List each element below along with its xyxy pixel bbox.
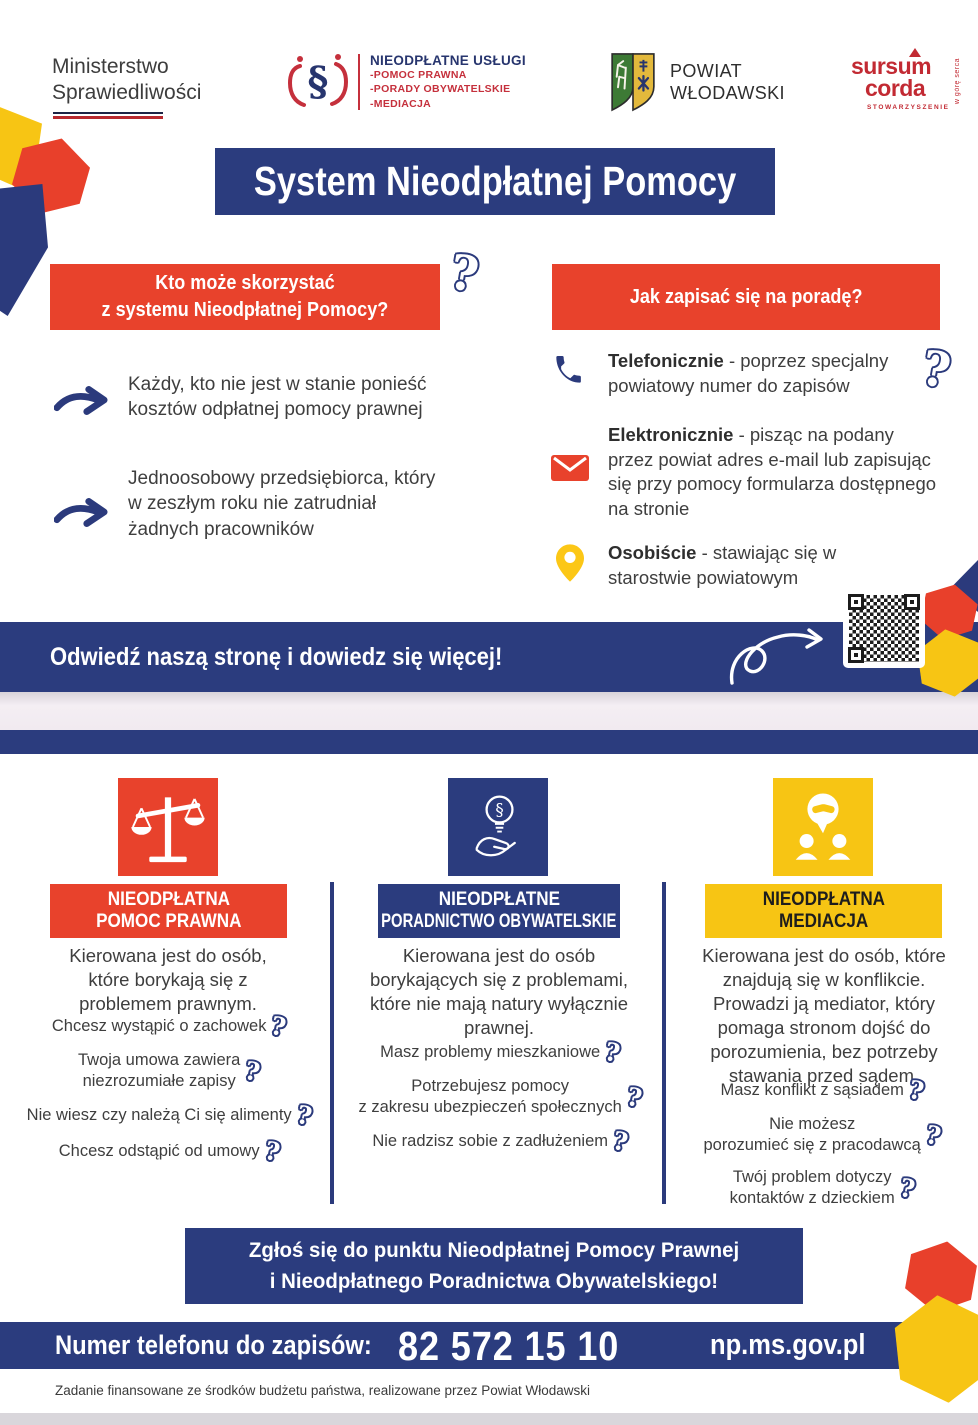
question-item: Potrzebujesz pomocy z zakresu ubezpieczeń społecznych ? [359, 1076, 642, 1118]
question-mark-icon [262, 1138, 282, 1166]
heart-caret-icon [909, 48, 921, 57]
free-services-logo [286, 50, 526, 114]
question-item: Chcesz odstąpić od umowy ? [59, 1139, 280, 1164]
method-rest: - stawiając się w starostwie powiatowym [608, 542, 837, 588]
column1-heading [50, 884, 287, 938]
who-heading-line2: z systemu Nieodpłatnej Pomocy? [101, 298, 389, 321]
envelope-icon [549, 452, 591, 484]
column3-heading-line1: NIEODPŁATNA [762, 888, 885, 910]
method-bold: Osobiście [608, 542, 697, 563]
ministry-logo [52, 54, 201, 105]
method-bold: Elektronicznie [608, 424, 734, 445]
phone-number: 82 572 15 10 [398, 1323, 620, 1369]
question-item: Twoja umowa zawiera niezrozumiałe zapisy ? [78, 1050, 260, 1092]
sursum-line1: sursum [851, 53, 932, 79]
arrow-right-icon [54, 496, 108, 528]
cta-box [185, 1228, 803, 1304]
question-mark-icon [897, 1175, 917, 1203]
who-item: Jednoosobowy przedsiębiorca, który w zeszłym roku nie zatrudniał żadnych pracowników [128, 468, 436, 540]
question-mark-icon [446, 248, 482, 300]
how-heading: Jak zapisać się na poradę? [629, 285, 863, 308]
question-item: Masz problemy mieszkaniowe ? [380, 1040, 620, 1065]
legal-aid-icon-tile [118, 778, 218, 876]
question-mark-icon [918, 344, 954, 396]
sursum-line2: corda [865, 74, 926, 101]
column-divider [662, 882, 666, 1204]
ministry-line1: Ministerstwo [52, 55, 169, 78]
column2-questions [352, 1040, 648, 1165]
method-telefonicznie [608, 349, 900, 398]
column2-heading-line1: NIEODPŁATNE [438, 888, 560, 910]
question-mark-icon [603, 1039, 623, 1067]
who-heading-line1: Kto może skorzystać [155, 271, 335, 295]
column2-heading-line2: PORADNICTWO OBYWATELSKIE [381, 911, 617, 932]
coat-of-arms-icon [610, 52, 656, 112]
ministry-underline [53, 112, 163, 119]
column3-description: Kierowana jest do osób, które znajdują się w konflikcie. Prowadzi ją mediator, który pomaga stronom dojść do porozumienia, bez potrzeby stawania przed sądem. [702, 945, 946, 1087]
question-item: Nie możesz porozumieć się z pracodawcą ? [703, 1114, 940, 1156]
column3-heading-line2: MEDIACJA [778, 911, 869, 932]
location-pin-icon [556, 544, 584, 582]
visit-banner [0, 622, 978, 692]
column3-questions [678, 1078, 966, 1220]
how-heading-box [552, 264, 940, 330]
method-osobiscie [608, 541, 908, 590]
question-item: Twój problem dotyczy kontaktów z dzieckiem ? [730, 1167, 915, 1209]
question-mark-icon [611, 1128, 631, 1156]
page-title: System Nieodpłatnej Pomocy [253, 158, 737, 204]
services-title: NIEODPŁATNE USŁUGI [370, 53, 526, 69]
who-heading-box [50, 264, 440, 330]
phone-banner [0, 1322, 978, 1369]
visit-banner-text: Odwiedź naszą stronę i dowiedz się więcej! [50, 642, 503, 671]
column2-description: Kierowana jest do osób borykających się z problemami, które nie mają natury wyłącznie prawnej. [369, 945, 629, 1039]
method-rest: - poprzez specjalny powiatowy numer do zapisów [608, 350, 889, 396]
question-mark-icon [624, 1083, 644, 1111]
qr-code [843, 589, 925, 668]
paragraph-book-icon [286, 50, 350, 114]
services-item: -PORADY OBYWATELSKIE [370, 83, 511, 96]
column1-description: Kierowana jest do osób, które borykają się z problemem prawnym. [69, 945, 267, 1015]
method-rest: - pisząc na podany przez powiat adres e-mail lub zapisując się przy pomocy formularza dostępnego na stronie [608, 424, 937, 519]
column1-questions [26, 1014, 305, 1175]
method-bold: Telefonicznie [608, 350, 724, 371]
column1-heading-line2: POMOC PRAWNA [95, 911, 242, 932]
question-mark-icon [269, 1013, 289, 1041]
bottom-edge-strip [0, 1413, 978, 1425]
cta-line2: i Nieodpłatnego Poradnictwa Obywatelskiego! [269, 1269, 719, 1293]
powiat-logo [610, 52, 785, 112]
curly-arrow-icon [726, 627, 830, 687]
mediation-people-icon [784, 787, 862, 867]
page2-top-bar [0, 730, 978, 754]
sursum-subtitle: STOWARZYSZENIE [867, 103, 950, 111]
column3-heading [705, 884, 942, 938]
counseling-icon-tile [448, 778, 548, 876]
question-mark-icon [294, 1102, 314, 1130]
question-mark-icon [906, 1077, 926, 1105]
powiat-line1: POWIAT [670, 60, 743, 81]
ministry-line2: Sprawiedliwości [52, 80, 202, 104]
method-elektronicznie [608, 423, 938, 521]
deco-blue-shape [0, 184, 48, 316]
idea-bulb-hand-icon [460, 787, 536, 867]
column-divider [330, 882, 334, 1204]
mediation-icon-tile [773, 778, 873, 876]
powiat-line2: WŁODAWSKI [670, 83, 785, 103]
website-url: np.ms.gov.pl [710, 1329, 866, 1361]
sursum-corda-logo [851, 53, 961, 111]
column2-heading [378, 884, 620, 938]
question-item: Chcesz wystąpić o zachowek ? [52, 1014, 286, 1039]
services-item: -POMOC PRAWNA [370, 69, 467, 82]
question-item: Nie wiesz czy należą Ci się alimenty ? [27, 1103, 312, 1128]
page-separator [0, 692, 978, 730]
svg-text:§: § [495, 799, 504, 820]
cta-line1: Zgłoś się do punktu Nieodpłatnej Pomocy Prawnej [248, 1237, 740, 1262]
phone-icon [551, 352, 583, 384]
question-item: Nie radzisz sobie z zadłużeniem ? [372, 1129, 627, 1154]
services-item: -MEDIACJA [370, 97, 432, 110]
main-title-banner [215, 148, 775, 215]
who-item: Każdy, kto nie jest w stanie ponieść kosztów odpłatnej pomocy prawnej [128, 374, 427, 421]
deco-yellow-hexagon [886, 1290, 978, 1408]
question-mark-icon [243, 1057, 263, 1085]
sursum-side-text: w górę serca [954, 58, 961, 105]
svg-text:§: § [307, 58, 329, 105]
scales-of-justice-icon [129, 787, 207, 867]
question-mark-icon [923, 1121, 943, 1149]
arrow-right-icon [54, 384, 108, 416]
phone-label: Numer telefonu do zapisów: [55, 1330, 372, 1360]
column1-heading-line1: NIEODPŁATNA [107, 888, 230, 910]
question-item: Masz konflikt z sąsiadem ? [720, 1078, 923, 1103]
logo-divider [358, 54, 360, 110]
funding-note: Zadanie finansowane ze środków budżetu państwa, realizowane przez Powiat Włodawski [55, 1383, 591, 1398]
